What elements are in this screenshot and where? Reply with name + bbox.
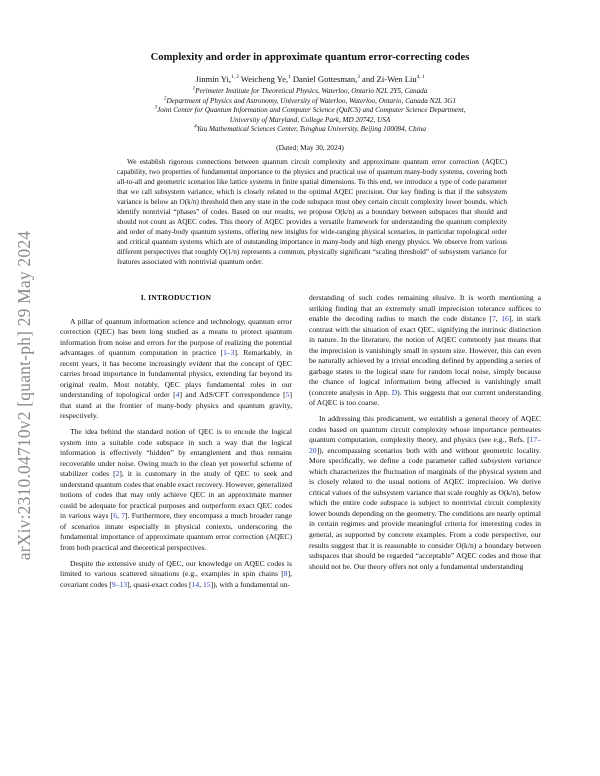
paragraph [60, 427, 292, 554]
affiliation-text: Perimeter Institute for Theoretical Physics, Waterloo, Ontario N2L 2Y5, Canada [195, 87, 428, 95]
text-run: ]), encompassing scenarios both with and without geometric locality. More specifically, we define a code parameter called [309, 445, 541, 466]
paragraph [60, 317, 292, 422]
text-run: ] and AdS/CFT correspondence [ [179, 390, 286, 400]
citation-link[interactable]: 7 [491, 314, 496, 324]
text-run: ], quasi-exact codes [ [127, 579, 192, 589]
text-run: ], covariant codes [ [60, 569, 292, 589]
text-run: ]), with a fundamental un- [210, 579, 291, 589]
affiliation [70, 125, 550, 135]
text-run: derstanding of such codes remaining elusive. It is worth mentioning a striking finding that an extremely small imprecision tolerance suffices to enable the decoding radius to match the code distance [ [309, 293, 541, 324]
arxiv-stamp-text: arXiv:2310.04710v2 [quant-ph] 29 May 2024 [14, 230, 35, 560]
citation-link[interactable]: 16 [501, 314, 509, 324]
paragraph [309, 414, 541, 572]
affiliation [70, 106, 550, 116]
affiliation [70, 97, 550, 107]
citation-link[interactable]: 1–3 [223, 348, 235, 358]
right-column [309, 293, 541, 577]
text-run: ] that stand at the frontier of many-body physics and quantum gravity, respectively. [60, 390, 292, 421]
citation-link[interactable]: 17–20 [309, 435, 541, 455]
affiliation-text: Joint Center for Quantum Information and Computer Science (QuICS) and Computer Science Department, [157, 106, 466, 115]
affiliation-text: University of Maryland, College Park, MD 20742, USA [229, 115, 391, 124]
text-run: Despite the extensive study of QEC, our knowledge on AQEC codes is limited to various scattered situations (e.g., examples in spin chains [ [60, 558, 292, 579]
text-run: , [117, 511, 122, 521]
affiliation-mark: 2 [163, 95, 167, 102]
citation-link[interactable]: 6 [113, 511, 118, 521]
text-run: ). This suggests that our current understanding of AQEC is too coarse. [309, 387, 542, 408]
author-affil-mark: 4, 1 [416, 74, 425, 81]
text-run: The idea behind the standard notion of QEC is to encode the logical system into a suitable code subspace in such a way that the logical information is effectively “hidden” by entanglement and thus remains recoverable under noise. Owing much to the clean yet powerful scheme of stabilizer codes [ [60, 427, 292, 479]
author-affil-mark: 3 [357, 74, 360, 81]
emphasis-term: subsystem variance [480, 456, 541, 466]
citation-link[interactable]: 7 [121, 511, 126, 521]
author-name: and Zi-Wen Liu [362, 74, 417, 84]
section-heading: I. INTRODUCTION [140, 293, 212, 302]
dated-line: (Dated: May 30, 2024) [276, 143, 344, 152]
author-list [60, 74, 560, 84]
appendix-link[interactable]: D [391, 387, 398, 397]
affiliation-list [70, 87, 550, 135]
author-name: Jinmin Yi, [195, 74, 232, 84]
abstract: We establish rigorous connections between quantum circuit complexity and approximate quantum error correction (AQEC) capability, two properties of fundamental importance to the physics and practical use of quantum many-body systems, covering both all-to-all and geometric scenarios like lattice systems in finite spatial dimensions. To this end, we introduce a type of code parameter that we call subsystem variance, which is closely related to the optimal AQEC precision. Our key finding is that if the subsystem variance is below an O(k/n) threshold then any state in the code subspace must obey certain circuit complexity lower bounds, which identify nontrivial “phases” of codes. Based on our results, we propose O(k/n) as a boundary between subspaces that should and should not count as AQEC codes. This theory of AQEC provides a versatile framework for understanding the quantum complexity and order of many-body quantum systems, offering new insights for wide-ranging physical scenarios, in particular topological order and critical quantum systems which are of outstanding importance in many-body and high energy physics. We observe from various different perspectives that roughly O(1/n) represents a common, physically significant “scaling threshold” of subsystem variance for features associated with nontrivial quantum order. [117, 157, 507, 266]
text-run: ]. Remarkably, in recent years, it has become increasingly evident that the concept of QEC carries broad importance in fundamental physics, extending far beyond its original realm. Most notably, QEC plays fundamental roles in our understanding of topological order [ [60, 348, 292, 400]
author-name: Weicheng Ye, [240, 74, 289, 84]
text-run: ]. Furthermore, they encompass a much broader range of scenarios innate especially in physical contexts, underscoring the fundamental importance of approximate quantum error correction (AQEC) from both practical and theoretical perspectives. [60, 511, 293, 553]
author-name: Daniel Gottesman, [292, 74, 358, 84]
text-run: , [199, 579, 203, 589]
author-affil-mark: 1 [288, 74, 291, 81]
citation-link[interactable]: 8 [283, 569, 288, 579]
affiliation [70, 116, 550, 126]
text-run: In addressing this predicament, we establish a general theory of AQEC codes based on quantum circuit complexity whose importance permeates quantum computation, complexity theory, and physics (see e.g., Refs. [ [309, 414, 541, 445]
text-run: ], it is customary in the study of QEC to seek and understand quantum codes that enable exact recovery. However, generalized notions of codes that may only achieve QEC in an approximate manner could be adequate for practical purposes and outperform exact QEC codes in various ways [ [60, 469, 292, 521]
citation-link[interactable]: 14 [191, 579, 200, 589]
paper-title: Complexity and order in approximate quantum error-correcting codes [150, 52, 470, 63]
citation-link[interactable]: 5 [285, 390, 290, 400]
citation-link[interactable]: 9–13 [111, 579, 128, 589]
text-run: , [495, 314, 502, 324]
arxiv-stamp [8, 190, 42, 600]
text-run: ], in stark contrast with the situation of exact QEC, signifying the intrinsic distinction in nature. In the literature, the notion of AQEC commonly just means that the imprecision is vanishingly small in system size. However, this can even be naturally achieved by a trivial encoding defined by appending a series of garbage states to the logical state for random local noise, simply because the chance of logical information being affected is vanishingly small (concrete analysis in App. [309, 314, 541, 397]
affiliation-mark: 4 [194, 123, 197, 130]
left-column [60, 293, 292, 595]
text-run: A pillar of quantum information science and technology, quantum error correction (QEC) has been long studied as a means to protect quantum information from noise and errors for the purpose of realizing the potential advantages of quantum computation in practice [ [60, 316, 292, 358]
affiliation-text: Department of Physics and Astronomy, University of Waterloo, Waterloo, Ontario, Canada N2L 3G1 [166, 96, 457, 105]
citation-link[interactable]: 2 [115, 469, 120, 479]
affiliation-mark: 3 [154, 104, 158, 111]
paragraph [309, 293, 541, 409]
affiliation [70, 87, 550, 97]
citation-link[interactable]: 4 [175, 390, 180, 400]
text-run: which characterizes the fluctuation of marginals of the physical system and is closely related to the usual notions of AQEC imprecision. We derive critical values of the subsystem variance that scale roughly as O(k/n), below which the entire code subspace is subject to nontrivial circuit complexity lower bounds depending on the geometry. The conditions are nearly optimal in certain regimes and provide meaningful criteria for interesting codes in general, as supported by concrete examples. From a code perspective, our results suggest that it is reasonable to consider O(k/n) a boundary between subspaces that should be regarded “acceptable” AQEC codes and those that should not be. Our theory offers not only a fundamental understanding [309, 466, 541, 571]
affiliation-mark: 1 [192, 85, 196, 92]
citation-link[interactable]: 15 [202, 579, 211, 589]
author-affil-mark: 1, 2 [231, 74, 239, 81]
paragraph [60, 559, 292, 591]
affiliation-text: Yau Mathematical Sciences Center, Tsinghua University, Beijing 100084, China [196, 125, 426, 134]
